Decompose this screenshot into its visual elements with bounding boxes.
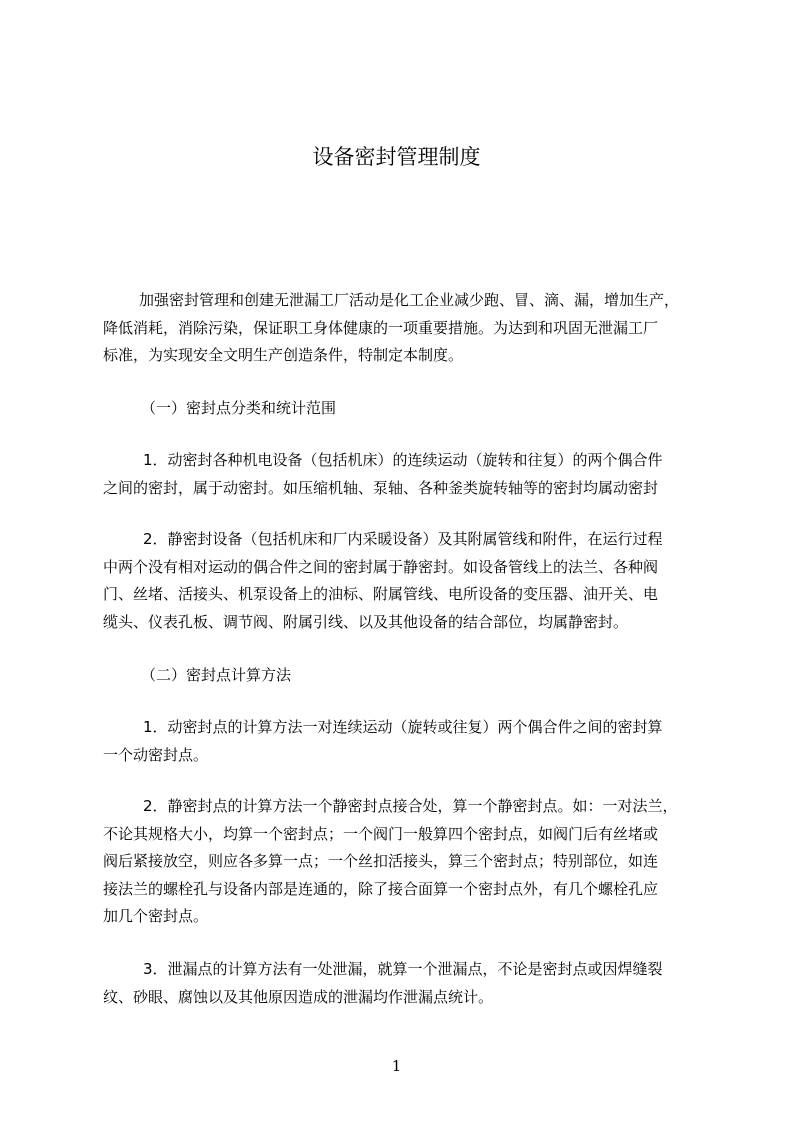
- text-line: 之间的密封，属于动密封。如压缩机轴、泵轴、各种釜类旋转轴等的密封均属动密封: [103, 478, 659, 497]
- text-line: 纹、砂眼、腐蚀以及其他原因造成的泄漏均作泄漏点统计。: [103, 987, 494, 1006]
- text-line: 中两个没有相对运动的偶合件之间的密封属于静密封。如设备管线上的法兰、各种阀: [103, 557, 659, 576]
- text-line: 接法兰的螺栓孔与设备内部是连通的，除了接合面算一个密封点外，有几个螺栓孔应: [103, 879, 659, 898]
- section-1-item-2: [103, 526, 703, 636]
- section-heading-1: （一）密封点分类和统计范围: [141, 399, 337, 417]
- text-line: 阀后紧接放空，则应各多算一点；一个丝扣活接头，算三个密封点；特别部位，如连: [103, 852, 659, 870]
- section-2-item-3: [103, 956, 703, 1011]
- text-line: 1．动密封点的计算方法一对连续运动（旋转或往复）两个偶合件之间的密封算: [143, 718, 663, 736]
- text-line: 降低消耗，消除污染，保证职工身体健康的一项重要措施。为达到和巩固无泄漏工厂: [103, 318, 659, 337]
- text-line: 加几个密封点。: [103, 907, 209, 925]
- document-title: 设备密封管理制度: [312, 145, 481, 169]
- intro-paragraph: [103, 287, 703, 370]
- text-line: 不论其规格大小，均算一个密封点；一个阀门一般算四个密封点，如阀门后有丝堵或: [103, 824, 659, 843]
- text-line: 缆头、仪表孔板、调节阀、附属引线、以及其他设备的结合部位，均属静密封。: [103, 612, 629, 631]
- text-line: 2．静密封点的计算方法一个静密封点接合处，算一个静密封点。如：一对法兰，: [143, 797, 678, 815]
- page-number: 1: [391, 1057, 402, 1075]
- section-heading-2: （二）密封点计算方法: [141, 666, 292, 684]
- section-1-item-1: [103, 447, 703, 502]
- text-line: 加强密封管理和创建无泄漏工厂活动是化工企业减少跑、冒、滴、漏，增加生产，: [139, 291, 680, 309]
- text-line: 门、丝堵、活接头、机泵设备上的油标、附属管线、电所设备的变压器、油开关、电: [103, 585, 659, 603]
- section-2-item-1: [103, 714, 703, 769]
- text-line: 标准，为实现安全文明生产创造条件，特制定本制度。: [103, 346, 464, 364]
- text-line: 3．泄漏点的计算方法有一处泄漏，就算一个泄漏点，不论是密封点或因焊缝裂: [143, 960, 663, 978]
- text-line: 1．动密封各种机电设备（包括机床）的连续运动（旋转和往复）的两个偶合件: [143, 451, 663, 469]
- text-line: 2．静密封设备（包括机床和厂内采暖设备）及其附属管线和附件，在运行过程: [143, 530, 663, 548]
- section-2-item-2: [103, 793, 703, 931]
- text-line: 一个动密封点。: [103, 745, 209, 764]
